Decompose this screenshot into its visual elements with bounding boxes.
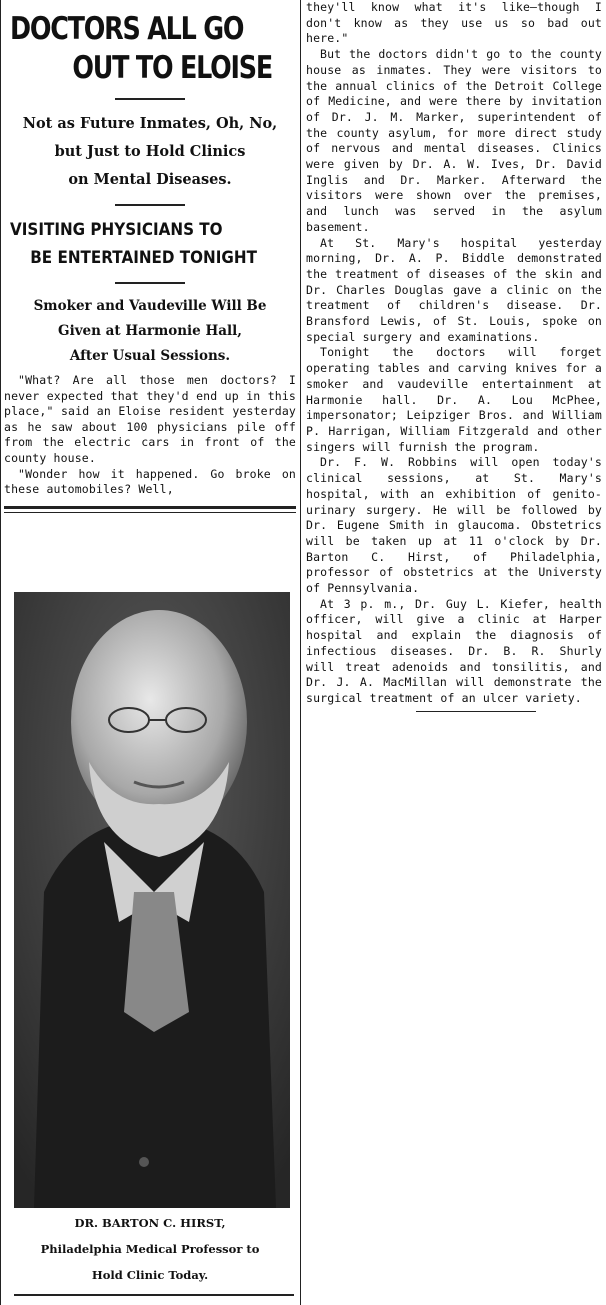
- body-paragraph: But the doctors didn't go to the county house as inmates. They were visitors to the annual clinics of the Detroit College of Medicine, and were there by invitation of Dr. J. M. Marker, superintendent of the county asylum, for more direct study of nervous and mental diseases. Clinics were given by Dr. A. W. Ives, Dr. David Inglis and Dr. Marker. Afterward the visitors were shown over the premises, and lunch was served in the asylum basement.: [306, 47, 602, 234]
- portrait-illustration: [14, 592, 290, 1208]
- deck-one-line: but Just to Hold Clinics: [54, 143, 246, 160]
- deck-two-line: Given at Harmonie Hall,: [58, 323, 242, 339]
- body-paragraph: they'll know what it's like—though I don't know as they use us so bad out here.": [306, 0, 602, 46]
- headline-rule: [115, 98, 185, 100]
- section-rule-thick: [4, 506, 296, 509]
- right-column: [306, 0, 602, 712]
- portrait-photo: [14, 592, 290, 1208]
- deck-two: [4, 294, 296, 369]
- body-paragraph: "Wonder how it happened. Go broke on these automobiles? Well,: [4, 466, 296, 497]
- deck-one-line: on Mental Diseases.: [68, 171, 232, 188]
- caption-line-3: Hold Clinic Today.: [91, 1268, 209, 1282]
- subheadline-line-2: BE ENTERTAINED TONIGHT: [30, 248, 257, 267]
- left-frame-rule: [0, 0, 1, 1305]
- deck-two-line: Smoker and Vaudeville Will Be: [33, 298, 267, 314]
- headline-line-2: OUT TO ELOISE: [72, 50, 272, 86]
- body-paragraph: "What? Are all those men doctors? I never expected that they'd end up in this place," said an Eloise resident yesterday as he saw about 100 physicians pile off from the electric cars in front of the county house.: [4, 373, 296, 465]
- main-headline: [10, 10, 272, 88]
- bottom-rule: [14, 1294, 294, 1296]
- headline-line-1: DOCTORS ALL GO: [10, 11, 244, 47]
- body-paragraph: Tonight the doctors will forget operating tables and carving knives for a smoker and vaudeville entertainment at Harmonie hall. Dr. A. Lou McPhee, impersonator; Leipziger Bros. and William P. Harrigan, William Fitzgerald and other singers will furnish the program.: [306, 345, 602, 454]
- subhead-rule: [115, 282, 185, 284]
- body-paragraph: At 3 p. m., Dr. Guy L. Kiefer, health officer, will give a clinic at Harper hospital and explain the diagnosis of infectious diseases. Dr. B. R. Shurly will treat adenoids and tonsilitis, and Dr. J. A. MacMillan will demonstrate the surgical treatment of an ulcer variety.: [306, 596, 602, 705]
- body-paragraph: At St. Mary's hospital yesterday morning, Dr. A. P. Biddle demonstrated the treatment of diseases of the skin and Dr. Charles Douglas gave a clinic on the treatment of children's disease. Dr. Bransford Lewis, of St. Louis, spoke on special surgery and examinations.: [306, 235, 602, 344]
- caption-line-2: Philadelphia Medical Professor to: [40, 1242, 260, 1256]
- photo-caption: [4, 1210, 296, 1288]
- caption-name: DR. BARTON C. HIRST,: [74, 1216, 226, 1230]
- deck-one-line: Not as Future Inmates, Oh, No,: [22, 115, 278, 132]
- body-paragraph: Dr. F. W. Robbins will open today's clinical sessions, at St. Mary's hospital, with an exhibition of genito-urinary surgery. He will be followed by Dr. Eugene Smith in glaucoma. Obstetrics will be taken up at 11 o'clock by Dr. Barton C. Hirst, of Philadelphia, professor of obstetrics at the Universty of Pennsylvania.: [306, 455, 602, 596]
- left-column: [4, 0, 296, 1305]
- deck-one: [4, 110, 296, 194]
- section-rule-thin: [4, 512, 296, 513]
- end-rule: [416, 711, 536, 712]
- deck-rule: [115, 204, 185, 206]
- deck-two-line: After Usual Sessions.: [69, 348, 231, 364]
- subheadline: [10, 216, 273, 272]
- subheadline-line-1: VISITING PHYSICIANS TO: [10, 220, 223, 239]
- column-divider: [300, 0, 301, 1305]
